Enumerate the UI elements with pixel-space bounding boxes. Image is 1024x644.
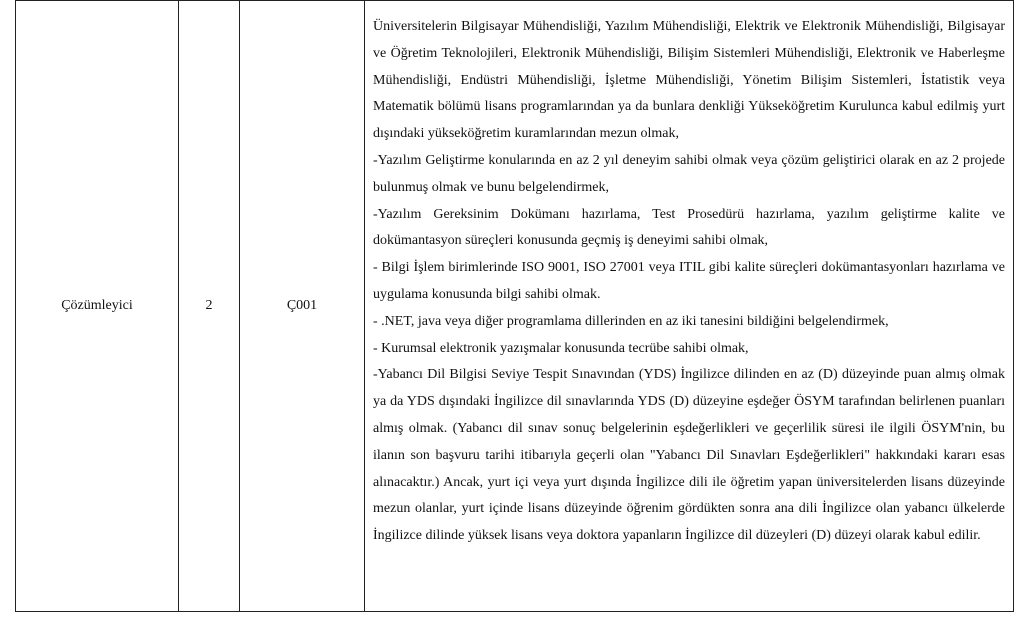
position-count: 2	[205, 298, 213, 313]
requirement-education: Üniversitelerin Bilgisayar Mühendisliği, Yazılım Mühendisliği, Elektrik ve Elektronik Mühendisliği, Bilgisayar ve Öğretim Teknolojileri, Elektronik Mühendisliği, Bilişim Sistemleri Mühendisliği, Elektronik ve Haberleşme Mühendisliği, Endüstri Mühendisliği, İşletme Mühendisliği, Yönetim Bilişim Sistemleri, İstatistik veya Matematik bölümü lisans programlarından ya da bunlara denkliği Yükseköğretim Kurulunca kabul edilmiş yurt dışındaki yükseköğretim kuramlarından mezun olmak,	[373, 19, 1005, 142]
table-row	[16, 1, 1014, 612]
requirement-documentation: -Yazılım Gereksinim Dokümanı hazırlama, Test Prosedürü hazırlama, yazılım geliştirme kalite ve dokümantasyon süreçleri konusunda geçmiş iş deneyimi sahibi olmak,	[373, 206, 1005, 249]
code-cell	[240, 1, 365, 612]
position-title: Çözümleyici	[61, 298, 133, 313]
requirement-language: -Yabancı Dil Bilgisi Seviye Tespit Sınavından (YDS) İngilizce dilinden en az (D) düzeyinde puan almış olmak ya da YDS dışındaki İngilizce dil sınavlarında YDS (D) düzeyine eşdeğer ÖSYM tarafından belirlenen puanları almış olmak. (Yabancı dil sınav sonuç belgelerinin eşdeğerlikleri ve geçerlilik süresi ile ilgili ÖSYM'nin, bu ilanın son başvuru tarihi itibarıyla geçerli olan "Yabancı Dil Sınavları Eşdeğerlikleri" hakkındaki kararı esas alınacaktır.) Ancak, yurt içi veya yurt dışında İngilizce dili ile öğretim yapan üniversitelerden lisans düzeyinde mezun olanlar, yurt içinde lisans düzeyinde öğrenim gördükten sonra ana dili İngilizce olan yabancı ülkelerde İngilizce dilinde yüksek lisans veya doktora yapanların İngilizce dil düzeyleri (D) düzeyi olarak kabul edilir.	[373, 367, 1005, 544]
position-title-cell	[16, 1, 179, 612]
requirements-cell	[365, 1, 1014, 612]
position-code: Ç001	[286, 298, 318, 313]
requirement-quality-standards: - Bilgi İşlem birimlerinde ISO 9001, ISO 27001 veya ITIL gibi kalite süreçleri dokümantasyonları hazırlama ve uygulama konusunda bilgi sahibi olmak.	[373, 260, 1005, 302]
requirement-experience: -Yazılım Geliştirme konularında en az 2 yıl deneyim sahibi olmak veya çözüm geliştirici olarak en az 2 projede bulunmuş olmak ve bunu belgelendirmek,	[373, 152, 1005, 195]
requirements-table	[15, 0, 1014, 612]
count-cell	[179, 1, 240, 612]
requirement-programming: - .NET, java veya diğer programlama dillerinden en az iki tanesini bildiğini belgelendirmek,	[373, 313, 889, 329]
requirement-correspondence: - Kurumsal elektronik yazışmalar konusunda tecrübe sahibi olmak,	[373, 340, 749, 356]
